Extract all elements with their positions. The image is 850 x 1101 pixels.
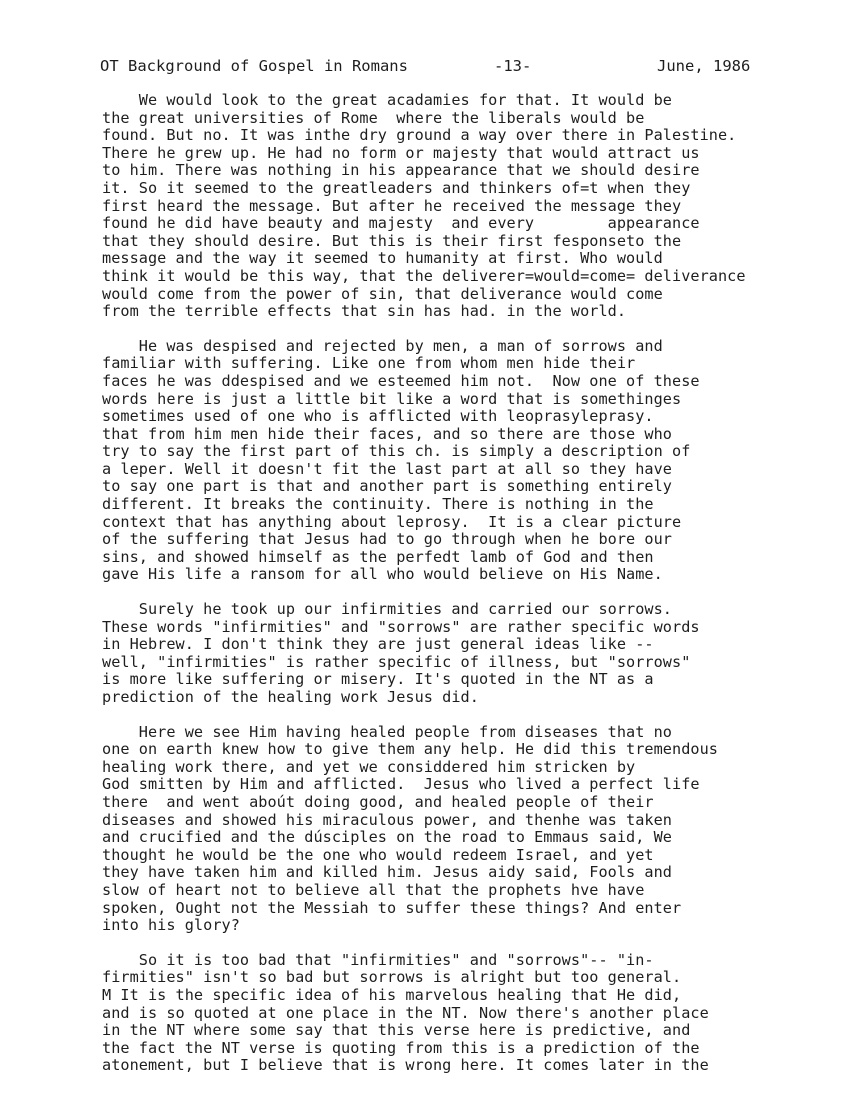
text-line: faces he was ddespised and we esteemed him not. Now one of these <box>102 371 700 390</box>
paragraph <box>102 724 802 935</box>
text-line: think it would be this way, that the deliverer=would=come= deliverance <box>102 266 746 285</box>
text-line: gave His life a ransom for all who would believe on His Name. <box>102 565 663 584</box>
text-line: Here we see Him having healed people from diseases that no <box>102 722 673 741</box>
text-line: the great universities of Rome where the liberals would be <box>102 108 645 127</box>
text-line: in Hebrew. I don't think they are just general ideas like -- <box>102 635 654 654</box>
text-line: atonement, but I believe that is wrong here. It comes later in the <box>102 1056 709 1075</box>
text-line: first heard the message. But after he received the message they <box>102 196 682 215</box>
text-line: found. But no. It was inthe dry ground a way over there in Palestine. <box>102 126 737 145</box>
text-line: they have taken him and killed him. Jesus aidy said, Fools and <box>102 863 673 882</box>
text-line: into his glory? <box>102 916 240 935</box>
header-page-number: -13- <box>494 57 532 75</box>
text-line: slow of heart not to believe all that the prophets hve have <box>102 880 645 899</box>
paragraph <box>102 952 802 1075</box>
text-line: to him. There was nothing in his appearance that we should desire <box>102 161 700 180</box>
text-line: He was despised and rejected by men, a man of sorrows and <box>102 336 663 355</box>
text-line: and is so quoted at one place in the NT. Now there's another place <box>102 1003 709 1022</box>
text-line: thought he would be the one who would redeem Israel, and yet <box>102 845 654 864</box>
paragraph <box>102 338 802 584</box>
paragraph <box>102 92 802 321</box>
text-line: that they should desire. But this is their first fesponseto the <box>102 231 682 250</box>
header-date: June, 1986 <box>657 57 751 75</box>
text-line: healing work there, and yet we considdered him stricken by <box>102 757 636 776</box>
text-line: that from him men hide their faces, and so there are those who <box>102 424 673 443</box>
text-line: and crucified and the dúsciples on the road to Emmaus said, We <box>102 828 673 847</box>
text-line: it. So it seemed to the greatleaders and thinkers of=t when they <box>102 178 691 197</box>
text-line: context that has anything about leprosy. It is a clear picture <box>102 512 682 531</box>
text-line: well, "infirmities" is rather specific of illness, but "sorrows" <box>102 652 691 671</box>
text-line: There he grew up. He had no form or majesty that would attract us <box>102 143 700 162</box>
text-line: different. It breaks the continuity. There is nothing in the <box>102 495 654 514</box>
text-line: to say one part is that and another part is something entirely <box>102 477 673 496</box>
text-line: firmities" isn't so bad but sorrows is alright but too general. <box>102 968 682 987</box>
text-line: would come from the power of sin, that deliverance would come <box>102 284 663 303</box>
page-header <box>100 57 780 79</box>
text-line: is more like suffering or misery. It's quoted in the NT as a <box>102 670 654 689</box>
text-line: a leper. Well it doesn't fit the last part at all so they have <box>102 459 673 478</box>
text-line: try to say the first part of this ch. is simply a description of <box>102 442 691 461</box>
text-line: We would look to the great acadamies for that. It would be <box>102 91 673 109</box>
paragraph <box>102 601 802 707</box>
text-line: M It is the specific idea of his marvelous healing that He did, <box>102 985 682 1004</box>
text-line: These words "infirmities" and "sorrows" are rather specific words <box>102 617 700 636</box>
text-line: of the suffering that Jesus had to go through when he bore our <box>102 530 673 549</box>
header-title: OT Background of Gospel in Romans <box>100 57 408 75</box>
text-line: the fact the NT verse is quoting from this is a prediction of the <box>102 1038 700 1057</box>
text-line: prediction of the healing work Jesus did. <box>102 688 479 706</box>
text-line: words here is just a little bit like a word that is somethinges <box>102 389 682 408</box>
text-line: message and the way it seemed to humanity at first. Who would <box>102 249 663 268</box>
text-line: diseases and showed his miraculous power, and thenhe was taken <box>102 810 673 829</box>
document-body <box>102 92 802 1092</box>
text-line: sometimes used of one who is afflicted with leoprasyleprasy. <box>102 407 654 426</box>
text-line: familiar with suffering. Like one from whom men hide their <box>102 354 636 373</box>
text-line: found he did have beauty and majesty and every appearance <box>102 214 700 233</box>
text-line: in the NT where some say that this verse here is predictive, and <box>102 1021 691 1040</box>
text-line: So it is too bad that "infirmities" and "sorrows"-- "in- <box>102 950 654 969</box>
text-line: one on earth knew how to give them any help. He did this tremendous <box>102 740 718 759</box>
text-line: there and went aboút doing good, and healed people of their <box>102 792 654 811</box>
text-line: Surely he took up our infirmities and carried our sorrows. <box>102 600 673 619</box>
text-line: sins, and showed himself as the perfedt lamb of God and then <box>102 547 654 566</box>
text-line: spoken, Ought not the Messiah to suffer these things? And enter <box>102 898 682 917</box>
text-line: from the terrible effects that sin has had. in the world. <box>102 302 627 321</box>
text-line: God smitten by Him and afflicted. Jesus who lived a perfect life <box>102 775 700 794</box>
